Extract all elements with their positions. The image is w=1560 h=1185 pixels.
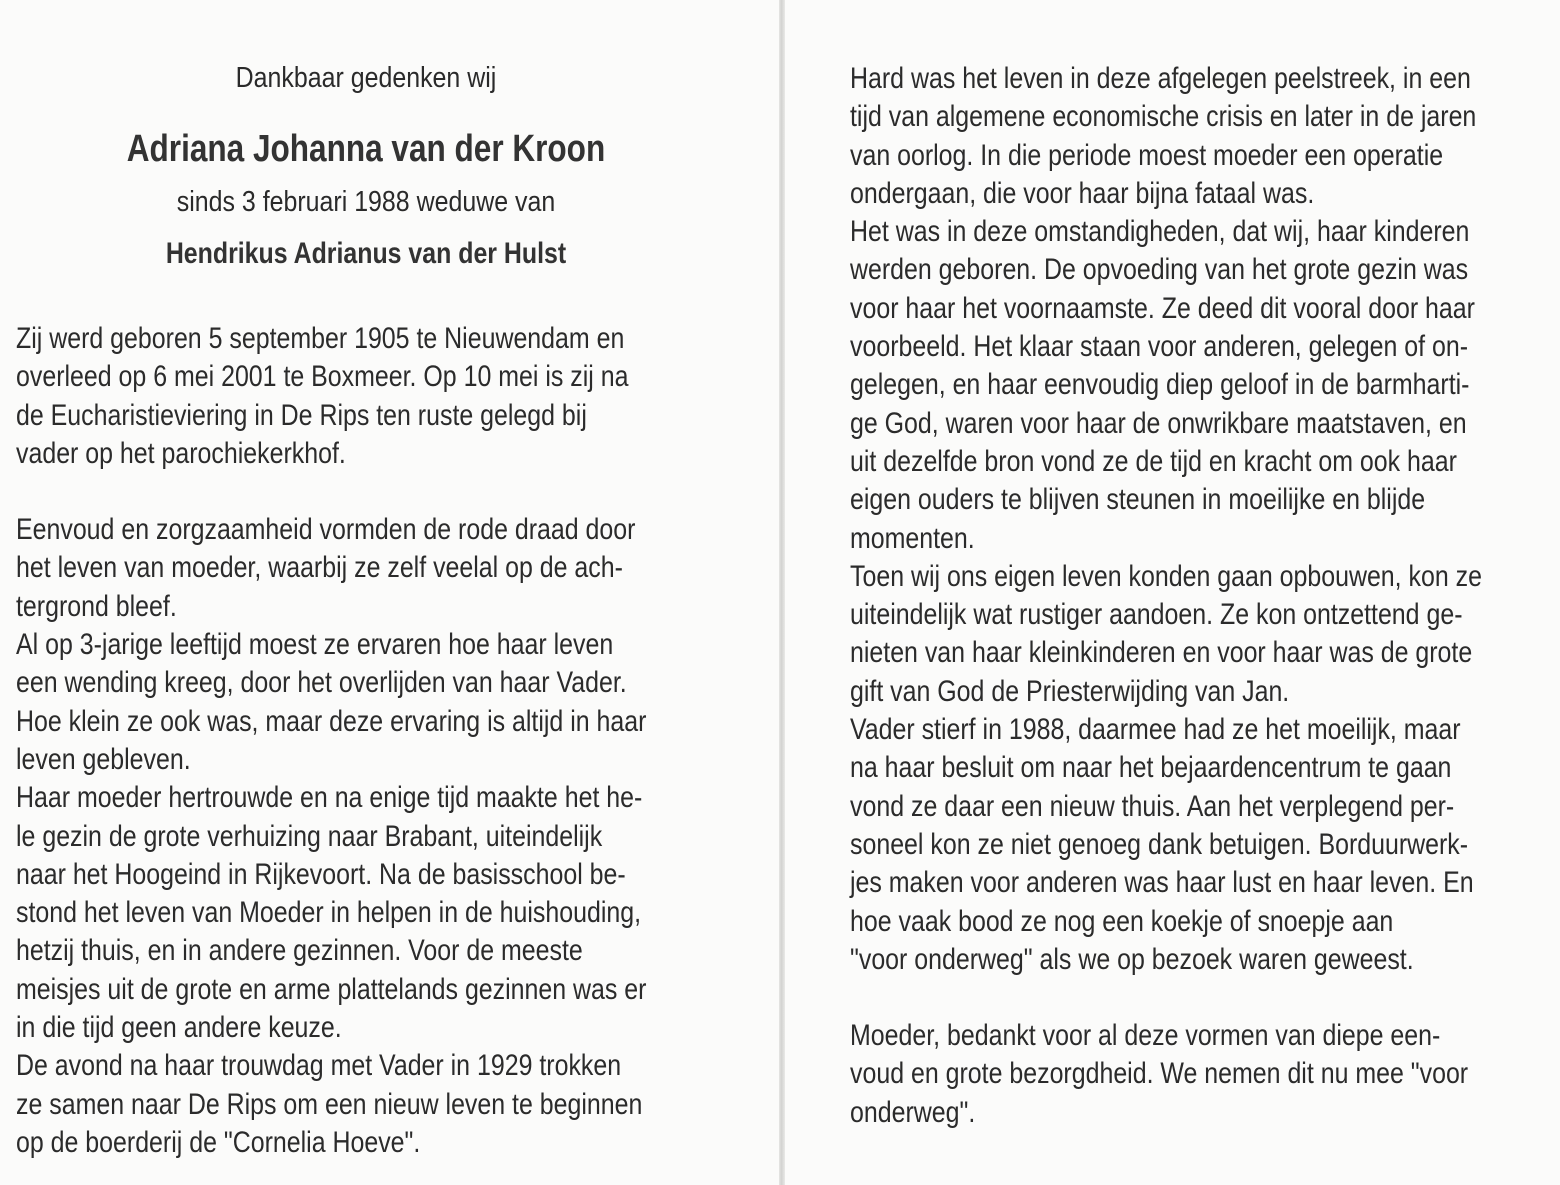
widow-since-text: sinds 3 februari 1988 weduwe van — [176, 186, 556, 218]
text-line: eigen ouders te blijven steunen in moeilijke en blijde — [850, 483, 1426, 517]
text-line: vond ze daar een nieuw thuis. Aan het verplegend per- — [850, 789, 1455, 823]
text-line: ondergaan, die voor haar bijna fataal was. — [850, 176, 1315, 210]
text-line: voor haar het voornaamste. Ze deed dit vooral door haar — [850, 291, 1475, 325]
left-panel — [0, 0, 779, 1185]
text-line: leven gebleven. — [16, 742, 191, 776]
text-line: na haar besluit om naar het bejaardencentrum te gaan — [850, 751, 1452, 785]
header-block — [16, 58, 716, 274]
text-line: Moeder, bedankt voor al deze vormen van diepe een- — [850, 1019, 1441, 1053]
text-line: gift van God de Priesterwijding van Jan. — [850, 674, 1290, 708]
text-line: "voor onderweg" als we op bezoek waren geweest. — [850, 942, 1414, 976]
text-line: ze samen naar De Rips om een nieuw leven te beginnen — [16, 1087, 643, 1121]
text-line: stond het leven van Moeder in helpen in de huishouding, — [16, 896, 642, 930]
text-line: onderweg". — [850, 1095, 976, 1129]
life-story-paragraph — [16, 511, 739, 1162]
text-line: ge God, waren voor haar de onwrikbare maatstaven, en — [850, 406, 1467, 440]
text-line: overleed op 6 mei 2001 te Boxmeer. Op 10 mei is zij na — [16, 360, 629, 394]
text-line: Toen wij ons eigen leven konden gaan opbouwen, kon ze — [850, 559, 1482, 593]
text-line: gelegen, en haar eenvoudig diep geloof in de barmharti- — [850, 368, 1470, 402]
text-line: momenten. — [850, 521, 975, 555]
text-line: Eenvoud en zorgzaamheid vormden de rode draad door — [16, 513, 636, 547]
text-line: nieten van haar kleinkinderen en voor haar was de grote — [850, 636, 1473, 670]
text-line: tijd van algemene economische crisis en later in de jaren — [850, 100, 1477, 134]
text-line: voud en grote bezorgdheid. We nemen dit nu mee "voor — [850, 1057, 1469, 1091]
text-line: vader op het parochiekerkhof. — [16, 436, 346, 470]
text-line: Hoe klein ze ook was, maar deze ervaring is altijd in haar — [16, 704, 647, 738]
text-line: hetzij thuis, en in andere gezinnen. Voor de meeste — [16, 934, 583, 968]
text-line: Haar moeder hertrouwde en na enige tijd maakte het he- — [16, 781, 643, 815]
text-line: naar het Hoogeind in Rijkevoort. Na de basisschool be- — [16, 857, 626, 891]
text-line: uit dezelfde bron vond ze de tijd en kracht om ook haar — [850, 444, 1457, 478]
text-line: jes maken voor anderen was haar lust en haar leven. En — [850, 866, 1474, 900]
text-line: van oorlog. In die periode moest moeder een operatie — [850, 138, 1444, 172]
text-line: uiteindelijk wat rustiger aandoen. Ze kon ontzettend ge- — [850, 598, 1463, 632]
text-line: meisjes uit de grote en arme plattelands gezinnen was er — [16, 972, 647, 1006]
deceased-name: Adriana Johanna van der Kroon — [126, 128, 606, 170]
text-line: De avond na haar trouwdag met Vader in 1929 trokken — [16, 1049, 622, 1083]
text-line: op de boerderij de "Cornelia Hoeve". — [16, 1125, 421, 1159]
birth-paragraph — [16, 320, 739, 473]
text-line: hoe vaak bood ze nog een koekje of snoepje aan — [850, 904, 1394, 938]
text-line: het leven van moeder, waarbij ze zelf veelal op de ach- — [16, 551, 623, 585]
closing-paragraph — [850, 1017, 1548, 1132]
text-line: werden geboren. De opvoeding van het grote gezin was — [850, 253, 1469, 287]
text-line: de Eucharistieviering in De Rips ten ruste gelegd bij — [16, 398, 587, 432]
text-line: le gezin de grote verhuizing naar Brabant, uiteindelijk — [16, 819, 603, 853]
text-line: Al op 3-jarige leeftijd moest ze ervaren hoe haar leven — [16, 628, 614, 662]
text-line: Hard was het leven in deze afgelegen peelstreek, in een — [850, 62, 1471, 95]
text-line: tergrond bleef. — [16, 589, 177, 623]
right-panel — [785, 0, 1560, 1185]
text-line: in die tijd geen andere keuze. — [16, 1011, 342, 1045]
husband-name: Hendrikus Adrianus van der Hulst — [165, 237, 567, 270]
text-line: Vader stierf in 1988, daarmee had ze het moeilijk, maar — [850, 713, 1461, 747]
later-life-paragraph — [850, 60, 1548, 979]
text-line: een wending kreeg, door het overlijden van haar Vader. — [16, 666, 627, 700]
text-line: soneel kon ze niet genoeg dank betuigen. Borduurwerk- — [850, 827, 1469, 861]
intro-text: Dankbaar gedenken wij — [235, 62, 497, 94]
text-line: Het was in deze omstandigheden, dat wij, haar kinderen — [850, 215, 1470, 249]
text-line: Zij werd geboren 5 september 1905 te Nieuwendam en — [16, 322, 625, 355]
text-line: voorbeeld. Het klaar staan voor anderen, gelegen of on- — [850, 330, 1469, 364]
